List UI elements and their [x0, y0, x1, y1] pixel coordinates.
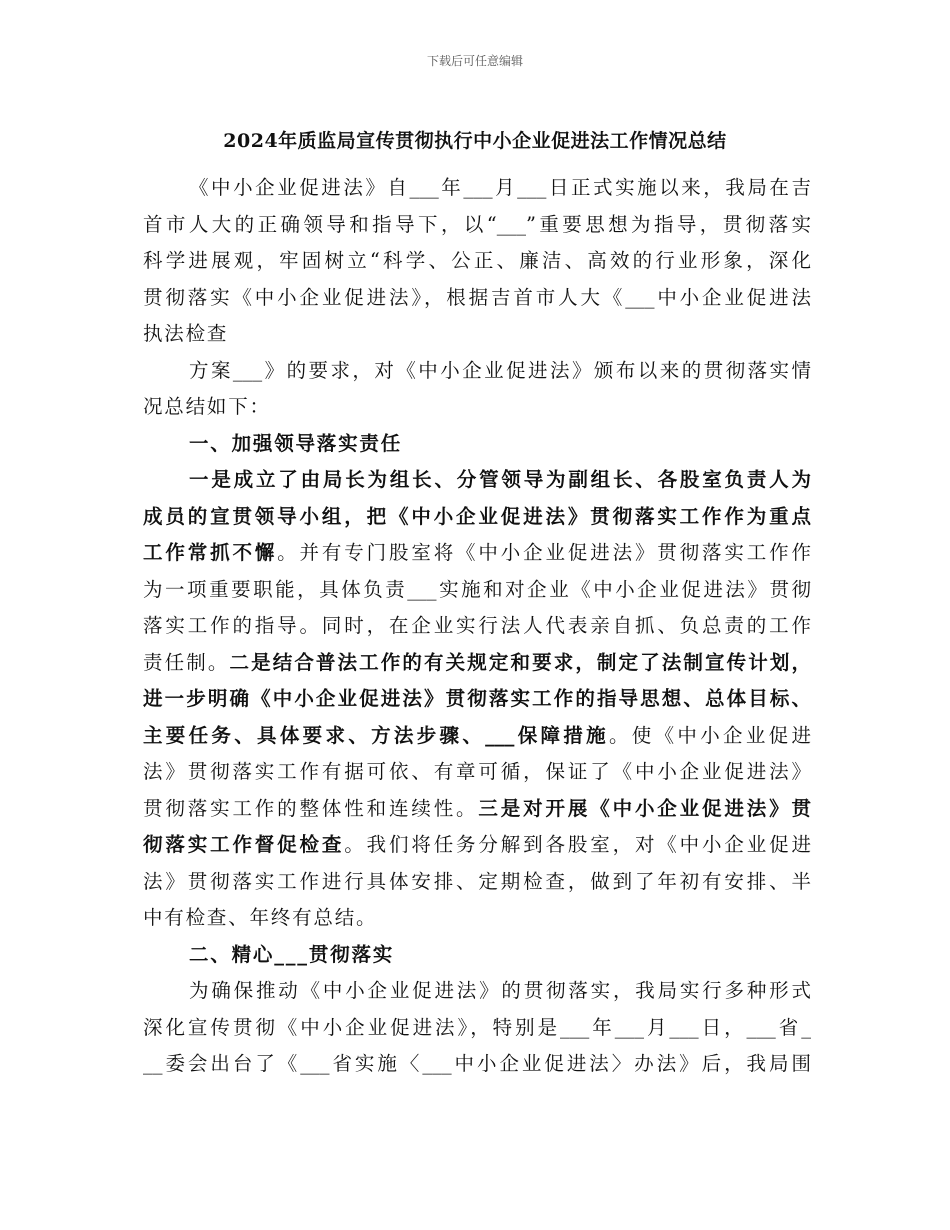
bold-text-segment: 主要任务、具体要求、方法步骤、___保障措施 [143, 723, 609, 747]
text-segment: 贯彻落实《中小企业促进法》，根据吉首市人大《___中小企业促进法 [143, 285, 811, 309]
text-line [143, 572, 811, 609]
text-segment: 中有检查、年终有总结。 [143, 906, 378, 929]
bold-text-segment: 进一步明确《中小企业促进法》贯彻落实工作的指导思想、总体目标、 [143, 687, 811, 710]
text-line [143, 827, 811, 864]
bold-text-segment: 三是对开展《中小企业促进法》贯 [478, 796, 811, 820]
text-line [143, 718, 811, 755]
bold-text-segment: 一、加强领导落实责任 [189, 431, 403, 455]
text-segment: 执法检查 [143, 322, 229, 345]
text-segment: 落实工作的指导。同时，在企业实行法人代表亲自抓、负总责的工作 [143, 614, 811, 637]
document-title: 2024年质监局宣传贯彻执行中小企业促进法工作情况总结 [223, 130, 727, 152]
text-line [143, 535, 811, 572]
text-segment: 。并有专门股室将《中小企业促进法》贯彻落实工作作 [277, 541, 811, 564]
text-line [143, 280, 811, 317]
text-line [143, 353, 811, 390]
bold-text-segment: 彻落实工作督促检查 [143, 833, 345, 856]
text-segment: 科学进展观，牢固树立“科学、公正、廉洁、高效的行业形象，深化 [143, 249, 811, 272]
text-segment: 深化宣传贯彻《中小企业促进法》，特别是___年___月___日，___省_ [143, 1015, 811, 1039]
bold-text-segment: 一是成立了由局长为组长、分管领导为副组长、各股室负责人为 [189, 468, 811, 491]
header-note: 下载后可任意编辑 [426, 54, 523, 68]
text-segment: 。我们将任务分解到各股室，对《中小企业促进 [344, 833, 811, 856]
text-line [143, 754, 811, 791]
text-segment: 法》贯彻落实工作有据可依、有章可循，保证了《中小企业促进法》 [143, 760, 811, 783]
text-line [143, 1046, 811, 1083]
text-line [143, 316, 811, 353]
text-line [143, 681, 811, 718]
bold-text-segment: 二是结合普法工作的有关规定和要求，制定了法制宣传计划， [229, 650, 811, 674]
text-line [143, 389, 811, 426]
text-line [143, 645, 811, 682]
text-segment: 为确保推动《中小企业促进法》的贯彻落实，我局实行多种形式 [189, 979, 811, 1002]
text-line [143, 499, 811, 536]
text-segment: 况总结如下： [143, 395, 271, 418]
bold-text-segment: 成员的宣贯领导小组，把《中小企业促进法》贯彻落实工作作为重点 [143, 504, 811, 528]
text-segment: 《中小企业促进法》自___年___月___日正式实施以来，我局在吉 [189, 176, 811, 199]
text-segment: 首市人大的正确领导和指导下，以“___”重要思想为指导，贯彻落实 [143, 212, 811, 236]
text-segment: __委会出台了《___省实施〈___中小企业促进法〉办法》后，我局围 [143, 1052, 811, 1075]
text-line [143, 937, 811, 974]
text-line [143, 864, 811, 901]
text-line [143, 207, 811, 244]
text-segment: 方案___》的要求，对《中小企业促进法》颁布以来的贯彻落实情 [189, 358, 811, 382]
text-segment: 。使《中小企业促进 [608, 723, 811, 747]
bold-text-segment: 工作常抓不懈 [143, 541, 278, 564]
text-line [143, 1010, 811, 1047]
text-segment: 为一项重要职能，具体负责___实施和对企业《中小企业促进法》贯彻 [143, 577, 811, 601]
text-line [143, 170, 811, 207]
text-line [143, 900, 811, 937]
text-line [143, 243, 811, 280]
text-line [143, 608, 811, 645]
document-body [143, 170, 811, 1083]
text-segment: 贯彻落实工作的整体性和连续性。 [143, 796, 479, 820]
bold-text-segment: 二、精心___贯彻落实 [189, 942, 395, 966]
text-line [143, 462, 811, 499]
text-segment: 法》贯彻落实工作进行具体安排、定期检查，做到了年初有安排、半 [143, 869, 811, 893]
text-line [143, 426, 811, 463]
text-line [143, 973, 811, 1010]
text-line [143, 791, 811, 828]
text-segment: 责任制。 [143, 650, 230, 674]
